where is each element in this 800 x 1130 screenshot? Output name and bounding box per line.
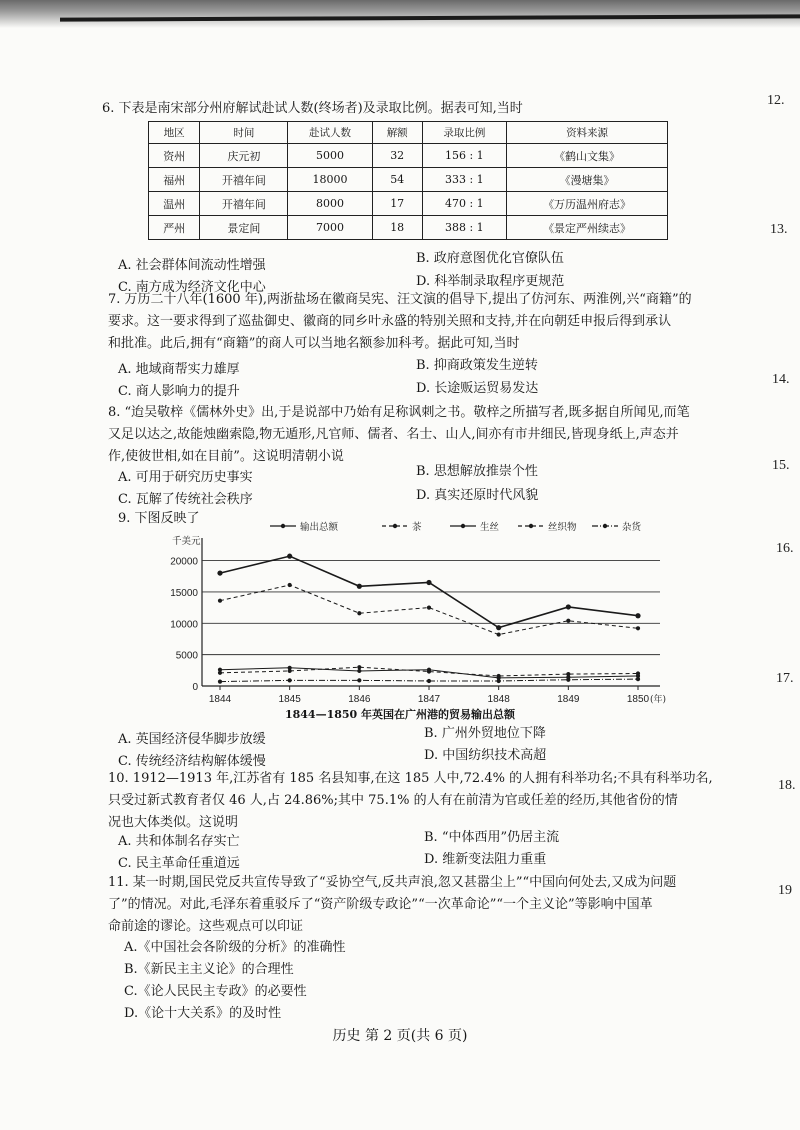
q7-stem-line: 和批准。此后,拥有“商籍”的商人可以当地名额参加科考。据此可知,当时 [108, 336, 520, 351]
table-cell: 156 : 1 [422, 144, 507, 168]
legend-marker [393, 524, 397, 528]
data-point [287, 554, 292, 559]
data-point [288, 678, 292, 682]
data-point [357, 678, 361, 682]
table-row [149, 192, 668, 216]
y-tick-label: 15000 [170, 587, 198, 599]
q9-option-b: B. 广州外贸地位下降 [424, 726, 546, 741]
table-cell: 开禧年间 [200, 192, 288, 216]
data-point [218, 680, 222, 684]
data-point [496, 625, 501, 630]
data-point [426, 580, 431, 585]
x-tick-label: 1846 [348, 694, 371, 705]
q7-stem-line: 要求。这一要求得到了巡盐御史、徽商的同乡叶永盛的特别关照和支持,并在向朝廷申报后得到承认 [108, 314, 672, 329]
q7-option-b: B. 抑商政策发生逆转 [416, 358, 538, 373]
data-point [427, 605, 431, 609]
q6-option-a: A. 社会群体间流动性增强 [118, 258, 266, 273]
x-tick-label: 1845 [278, 694, 301, 705]
x-tick-label: 1850 [626, 694, 650, 705]
q7-stem-line: 7. 万历二十八年(1600 年),两浙盐场在徽商吴宪、汪文演的倡导下,提出了仿河东、两淮例,兴“商籍”的 [108, 292, 692, 307]
table-header-cell: 赴试人数 [288, 122, 373, 144]
x-axis-label: (年) [650, 695, 667, 705]
q6-option-d: D. 科举制录取程序更规范 [416, 274, 565, 289]
data-point [566, 672, 570, 676]
y-tick-label: 10000 [170, 619, 198, 631]
table-header-cell: 时间 [200, 122, 288, 144]
data-point [497, 674, 501, 678]
q7-stem [108, 289, 748, 355]
legend-label: 生丝 [480, 522, 500, 533]
q9-stem: 9. 下图反映了 [118, 511, 200, 526]
trade-chart [150, 518, 670, 708]
q6-option-c: C. 南方成为经济文化中心 [118, 280, 266, 295]
table-row [149, 168, 668, 192]
q8-stem-line: 又足以达之,故能烛幽索隐,物无遁形,凡官师、儒者、名士、山人,间亦有市井细民,皆现身纸上,声态并 [108, 427, 679, 442]
chart-caption: 1844—1850 年英国在广州港的贸易输出总额 [284, 708, 516, 721]
data-point [357, 611, 361, 615]
table-cell: 景定间 [200, 216, 288, 240]
q8-option-d: D. 真实还原时代风貌 [416, 488, 539, 503]
data-point [566, 619, 570, 623]
y-axis-label: 千美元 [172, 536, 201, 547]
data-point [636, 677, 640, 681]
table-cell: 8000 [288, 192, 373, 216]
page-footer: 历史 第 2 页(共 6 页) [332, 1028, 468, 1044]
table-cell: 温州 [149, 192, 200, 216]
table-cell: 《万历温州府志》 [507, 192, 668, 216]
q11-stem-line: 了”的情况。对此,毛泽东着重驳斥了“资产阶级专政论”“一次革命论”“一个主义论”等影响中国革 [108, 897, 653, 912]
table-cell: 333 : 1 [422, 168, 507, 192]
data-point [357, 584, 362, 589]
table-cell: 18000 [288, 168, 373, 192]
q10-option-c: C. 民主革命任重道远 [118, 856, 240, 871]
q11-stem [108, 872, 748, 938]
table-cell: 54 [372, 168, 422, 192]
q8-option-c: C. 瓦解了传统社会秩序 [118, 492, 253, 507]
table-header-cell: 地区 [149, 122, 200, 144]
q10-stem [108, 768, 748, 834]
table-header-cell: 录取比例 [422, 122, 507, 144]
data-point [635, 613, 640, 618]
data-point [636, 626, 640, 630]
q7-option-c: C. 商人影响力的提升 [118, 384, 240, 399]
legend-marker [603, 524, 607, 528]
data-point [357, 669, 361, 673]
q9-option-a: A. 英国经济侵华脚步放缓 [118, 732, 266, 747]
series-line [220, 585, 638, 635]
margin-number: 13. [770, 222, 788, 237]
q10-option-b: B. “中体西用”仍居主流 [424, 830, 560, 845]
table-cell: 32 [372, 144, 422, 168]
margin-number: 12. [767, 93, 785, 108]
q11-option-a: A.《中国社会各阶级的分析》的准确性 [124, 940, 346, 955]
table-cell: 388 : 1 [422, 216, 507, 240]
x-tick-label: 1848 [487, 694, 510, 705]
legend-label: 输出总额 [300, 522, 339, 533]
data-point [218, 599, 222, 603]
y-tick-label: 20000 [170, 556, 198, 568]
data-point [218, 671, 222, 675]
q11-option-c: C.《论人民民主专政》的必要性 [124, 984, 307, 999]
margin-number: 15. [772, 458, 790, 473]
data-point [427, 679, 431, 683]
table-cell: 18 [372, 216, 422, 240]
data-point [217, 570, 222, 575]
y-tick-label: 5000 [175, 650, 198, 662]
table-cell: 开禧年间 [200, 168, 288, 192]
data-point [288, 669, 292, 673]
table-cell: 严州 [149, 216, 200, 240]
margin-number: 18. [778, 778, 796, 793]
legend-marker [281, 524, 285, 528]
q11-option-b: B.《新民主主义论》的合理性 [124, 962, 294, 977]
table-row [149, 216, 668, 240]
q9-option-d: D. 中国纺织技术高超 [424, 748, 547, 763]
legend-label: 杂货 [622, 522, 642, 533]
legend-label: 丝织物 [548, 522, 577, 533]
x-tick-label: 1849 [557, 694, 580, 705]
q11-option-d: D.《论十大关系》的及时性 [124, 1006, 282, 1021]
table-cell: 《景定严州续志》 [507, 216, 668, 240]
margin-number: 17. [776, 671, 794, 686]
table-cell: 庆元初 [200, 144, 288, 168]
q10-option-a: A. 共和体制名存实亡 [118, 834, 240, 849]
q7-option-d: D. 长途贩运贸易发达 [416, 381, 539, 396]
margin-number: 14. [772, 372, 790, 387]
y-tick-label: 0 [192, 682, 198, 693]
table-cell: 《鹤山文集》 [507, 144, 668, 168]
q11-stem-line: 命前途的谬论。这些观点可以印证 [108, 919, 304, 934]
data-point [357, 665, 361, 669]
q6-table [148, 121, 668, 240]
trade-chart-svg [150, 518, 670, 708]
q6-stem: 6. 下表是南宋部分州府解试赴试人数(终场者)及录取比例。据表可知,当时 [102, 101, 523, 116]
legend-label: 茶 [412, 522, 422, 533]
q9-option-c: C. 传统经济结构解体缓慢 [118, 754, 266, 769]
table-cell: 资州 [149, 144, 200, 168]
data-point [497, 679, 501, 683]
data-point [636, 671, 640, 675]
q8-option-b: B. 思想解放推崇个性 [416, 464, 538, 479]
margin-number: 19 [778, 883, 792, 898]
q6-option-b: B. 政府意图优化官僚队伍 [416, 251, 564, 266]
q10-stem-line: 况也大体类似。这说明 [108, 815, 239, 830]
margin-number: 16. [776, 541, 794, 556]
data-point [566, 678, 570, 682]
table-cell: 7000 [288, 216, 373, 240]
data-point [566, 604, 571, 609]
legend-marker [461, 524, 465, 528]
q10-stem-line: 10. 1912—1913 年,江苏省有 185 名县知事,在这 185 人中,72.4% 的人拥有科举功名;不具有科举功名, [108, 771, 713, 786]
table-header-row [149, 122, 668, 144]
q10-stem-line: 只受过新式教育者仅 46 人,占 24.86%;其中 75.1% 的人有在前清为官或任差的经历,其他省份的情 [108, 793, 678, 808]
table-header-cell: 资料来源 [507, 122, 668, 144]
q8-stem-line: 作,使彼世相,如在目前”。这说明清朝小说 [108, 449, 344, 464]
q8-option-a: A. 可用于研究历史事实 [118, 470, 253, 485]
legend-marker [529, 524, 533, 528]
table-cell: 470 : 1 [422, 192, 507, 216]
data-point [288, 583, 292, 587]
table-cell: 《漫塘集》 [507, 168, 668, 192]
q8-stem-line: 8. “迨吴敬梓《儒林外史》出,于是说部中乃始有足称讽刺之书。敬梓之所描写者,既多据自所闻见,而笔 [108, 405, 690, 420]
table-cell: 福州 [149, 168, 200, 192]
table-header-cell: 解额 [372, 122, 422, 144]
data-point [497, 632, 501, 636]
table-cell: 5000 [288, 144, 373, 168]
x-tick-label: 1847 [417, 694, 441, 705]
table-cell: 17 [372, 192, 422, 216]
q11-stem-line: 11. 某一时期,国民党反共宣传导致了“妥协空气,反共声浪,忽又甚嚣尘上”“中国向何处去,又成为问题 [108, 875, 677, 890]
q10-option-d: D. 维新变法阻力重重 [424, 852, 547, 867]
x-tick-label: 1844 [208, 694, 232, 705]
table-row [149, 144, 668, 168]
q8-stem [108, 402, 748, 468]
q7-option-a: A. 地域商帮实力雄厚 [118, 362, 240, 377]
data-point [427, 669, 431, 673]
